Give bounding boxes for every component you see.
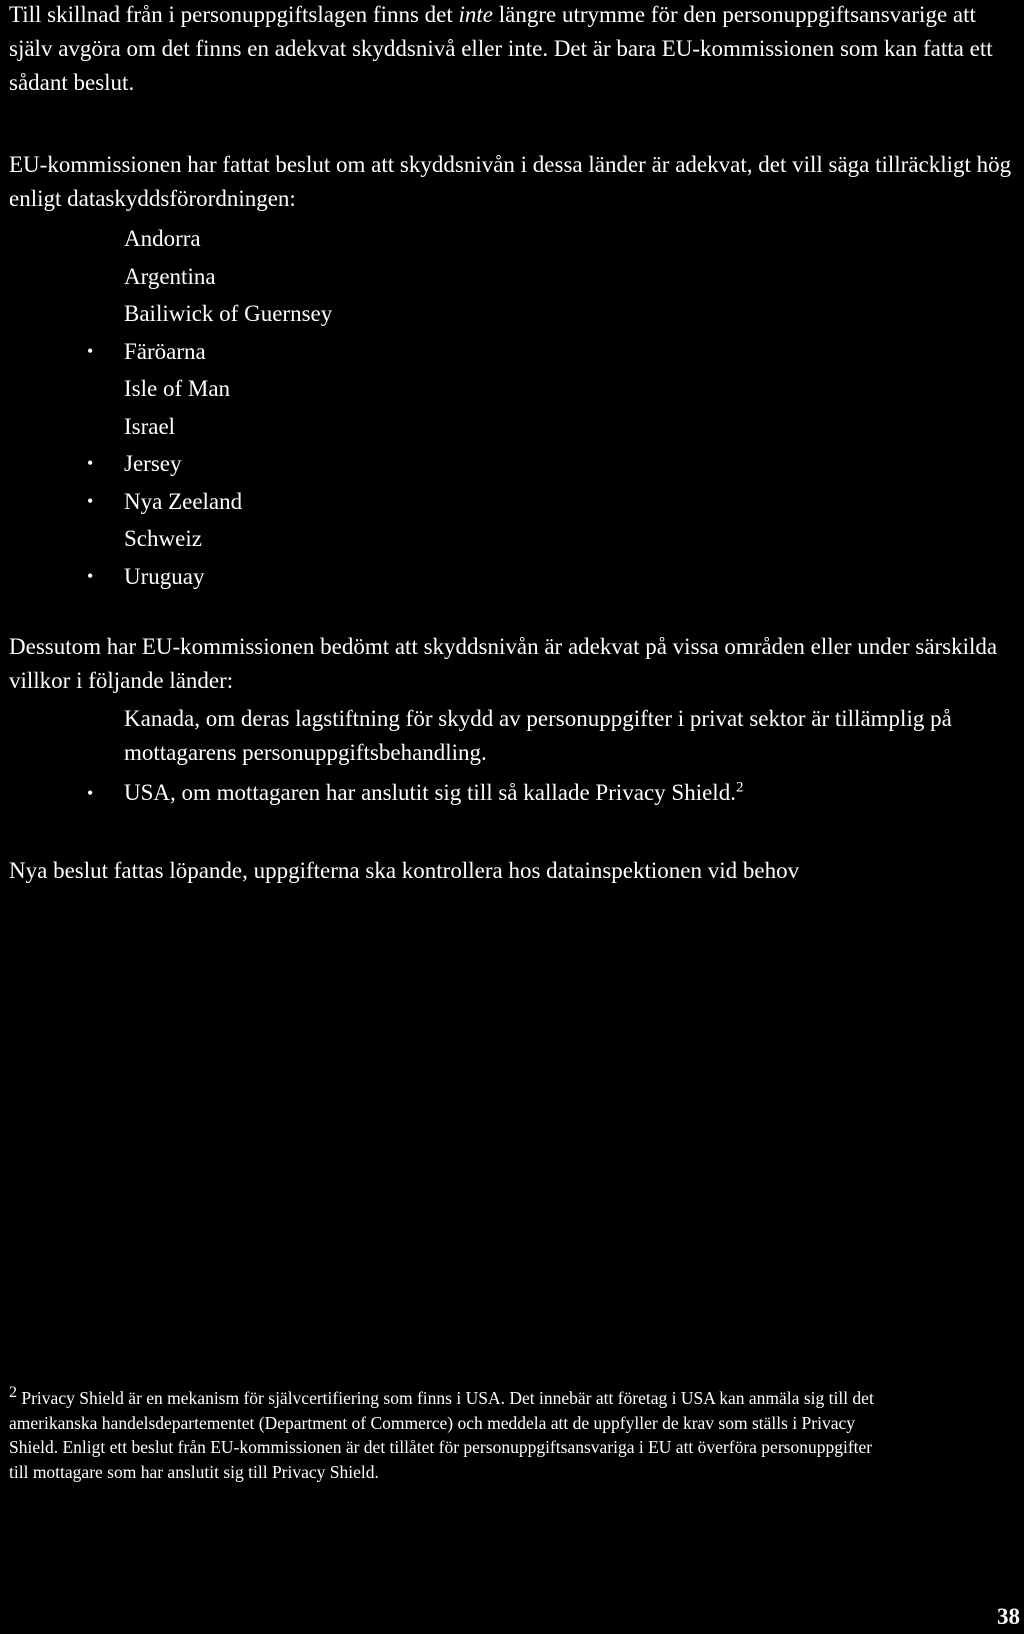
- country-name: Isle of Man: [124, 376, 231, 401]
- conditional-paragraph: Dessutom har EU-kommissionen bedömt att skyddsnivån är adekvat på vissa områden eller under särskilda villkor i följande länder:: [9, 634, 998, 693]
- country-name: Argentina: [124, 263, 216, 289]
- list-item: [0, 483, 332, 521]
- footnote-reference: 2: [735, 779, 744, 796]
- bullet-icon: •: [87, 453, 94, 473]
- country-name: Andorra: [124, 226, 201, 251]
- canada-text: Kanada, om deras lagstiftning för skydd av personuppgifter i privat sektor är tillämplig på mottagarens personuppgiftsbehandling.: [124, 706, 952, 765]
- update-note-paragraph: Nya beslut fattas löpande, uppgifterna ska kontrollera hos datainspektionen vid behov: [9, 858, 800, 883]
- intro-paragraph: [9, 0, 1014, 100]
- country-name: Israel: [124, 413, 176, 439]
- country-name: Uruguay: [124, 563, 205, 589]
- list-item: [0, 408, 332, 446]
- list-item: [0, 333, 332, 371]
- bullet-icon: •: [87, 565, 94, 586]
- country-name: Jersey: [124, 451, 182, 476]
- country-name: Färöarna: [124, 338, 206, 364]
- conditional-country-list: [0, 702, 984, 810]
- list-item: [0, 295, 332, 333]
- footnote-text: Privacy Shield är en mekanism för självcertifiering som finns i USA. Det innebär att företag i USA kan anmäla sig till det amerikanska handelsdepartementet (Department of Commerce) och meddela att de uppfyller de krav som ställs i Privacy Shield. Enligt ett beslut från EU-kommissionen är det tillåtet för personuppgiftsansvariga i EU att överföra personuppgifter till mottagare som har anslutit sig till Privacy Shield.: [9, 1388, 874, 1482]
- bullet-icon: •: [87, 783, 94, 803]
- list-item: [0, 520, 332, 558]
- intro-emphasis: inte: [458, 2, 494, 27]
- intro-text-start: Till skillnad från i personuppgiftslagen finns det: [9, 2, 459, 27]
- intro-text-end: längre utrymme för den personuppgiftsansvarige att själv avgöra om det finns en adekvat skyddsnivå eller inte. Det är bara EU-kommissionen som kan fatta ett sådant beslut.: [9, 2, 993, 95]
- adequacy-paragraph: EU-kommissionen har fattat beslut om att skyddsnivån i dessa länder är adekvat, det vill säga tillräckligt hög enligt dataskyddsförordningen:: [9, 152, 1012, 211]
- bullet-icon: •: [87, 490, 94, 511]
- usa-text: USA, om mottagaren har anslutit sig till så kallade Privacy Shield.: [124, 780, 736, 805]
- list-item-canada: [0, 702, 984, 770]
- page-number: 38: [997, 1604, 1020, 1629]
- list-item: [0, 370, 332, 408]
- country-list: [0, 220, 332, 595]
- country-name: Bailiwick of Guernsey: [124, 301, 333, 326]
- list-item: [0, 258, 332, 296]
- list-item-usa: [0, 776, 984, 810]
- country-name: Nya Zeeland: [124, 488, 243, 514]
- list-item: [0, 558, 332, 596]
- bullet-icon: •: [87, 340, 94, 361]
- list-item: [0, 445, 332, 483]
- list-item: [0, 220, 332, 258]
- footnote: [9, 1386, 879, 1484]
- footnote-marker: 2: [9, 1384, 17, 1402]
- country-name: Schweiz: [124, 526, 202, 551]
